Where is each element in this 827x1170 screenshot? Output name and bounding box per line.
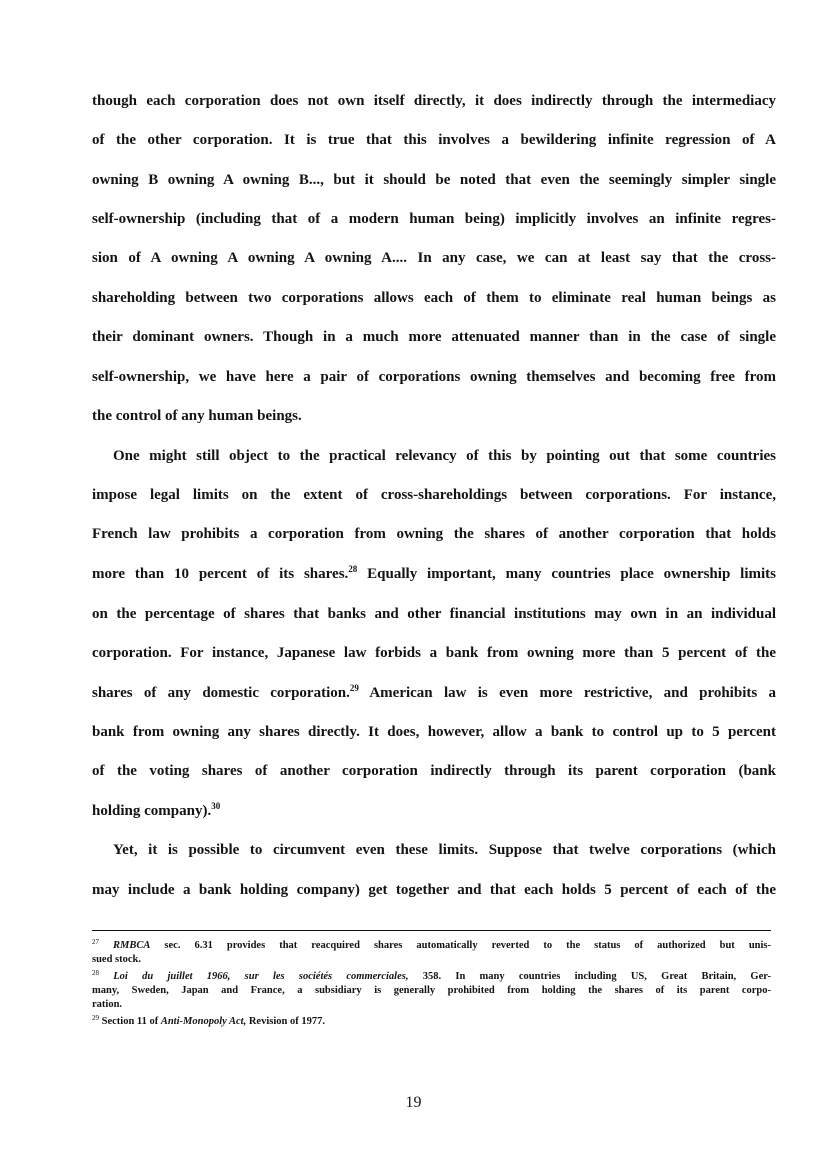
footnote-27	[92, 940, 771, 952]
footnote-number: 28	[92, 969, 99, 977]
footnote-text: sued stock.	[92, 954, 142, 965]
body-line: may include a bank holding company) get together and that each holds 5 percent of each of the	[92, 882, 776, 898]
body-line: Yet, it is possible to circumvent even these limits. Suppose that twelve corporations (which	[113, 842, 776, 858]
body-line: their dominant owners. Though in a much more attenuated manner than in the case of single	[92, 329, 776, 345]
footnote-29	[92, 1016, 771, 1028]
footnote-italic: Loi du juillet 1966, sur les sociétés commerciales,	[113, 971, 409, 982]
footnote-number: 29	[92, 1014, 99, 1022]
footnote-text: many, Sweden, Japan and France, a subsidiary is generally prohibited from holding the shares of its parent corpo-	[92, 985, 771, 996]
body-line	[92, 802, 776, 820]
body-line: the control of any human beings.	[92, 408, 302, 424]
body-text: shares of any domestic corporation.	[92, 685, 350, 701]
body-text: more than 10 percent of its shares.	[92, 566, 349, 582]
footnote-text: sec. 6.31 provides that reacquired shares automatically reverted to the status of authorized but unis-	[150, 940, 772, 951]
body-line: though each corporation does not own itself directly, it does indirectly through the intermediacy	[92, 93, 776, 109]
body-line	[92, 684, 776, 702]
body-line: One might still object to the practical relevancy of this by pointing out that some countries	[113, 448, 776, 464]
footnote-number: 27	[92, 938, 99, 946]
body-line: on the percentage of shares that banks and other financial institutions may own in an individual	[92, 606, 776, 622]
body-line: French law prohibits a corporation from owning the shares of another corporation that holds	[92, 526, 776, 542]
footnote-text: 358. In many countries including US, Great Britain, Ger-	[408, 971, 772, 982]
body-text: American law is even more restrictive, and prohibits a	[358, 685, 776, 701]
page-number: 19	[405, 1094, 422, 1111]
body-text: holding company).	[92, 803, 212, 819]
footnote-28	[92, 971, 771, 983]
body-line: of the voting shares of another corporation indirectly through its parent corporation (bank	[92, 763, 776, 779]
footnote-italic: Anti-Monopoly Act,	[160, 1016, 247, 1027]
footnote-ref: 29	[349, 683, 359, 693]
body-text: Equally important, many countries place ownership limits	[357, 566, 776, 582]
body-line: self-ownership (including that of a modern human being) implicitly involves an infinite regres-	[92, 211, 776, 227]
body-line: of the other corporation. It is true that this involves a bewildering infinite regression of A	[92, 132, 776, 148]
body-line: impose legal limits on the extent of cross-shareholdings between corporations. For instance,	[92, 487, 776, 503]
footnote-italic: RMBCA	[113, 940, 151, 951]
body-line: self-ownership, we have here a pair of corporations owning themselves and becoming free from	[92, 369, 776, 385]
body-line: shareholding between two corporations allows each of them to eliminate real human beings as	[92, 290, 776, 306]
footnote-ref: 30	[211, 801, 221, 811]
footnote-text: Section 11 of	[99, 1016, 161, 1027]
body-line: sion of A owning A owning A owning A.... In any case, we can at least say that the cross-	[92, 250, 776, 266]
footnote-text: Revision of 1977.	[246, 1016, 325, 1027]
body-line	[92, 565, 776, 583]
footnote-separator	[92, 930, 771, 931]
body-line: owning B owning A owning B..., but it should be noted that even the seemingly simpler single	[92, 172, 776, 188]
footnote-text: ration.	[92, 999, 123, 1010]
footnote-ref: 28	[348, 564, 358, 574]
body-line: bank from owning any shares directly. It does, however, allow a bank to control up to 5 percent	[92, 724, 776, 740]
body-line: corporation. For instance, Japanese law forbids a bank from owning more than 5 percent of the	[92, 645, 776, 661]
